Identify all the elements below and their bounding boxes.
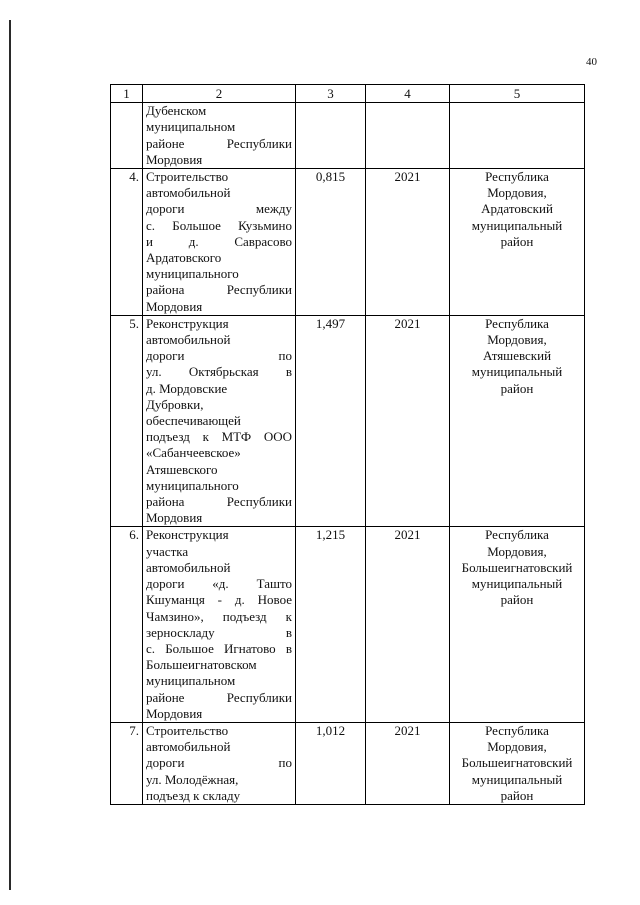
location-line: Республика bbox=[485, 722, 549, 738]
location-line: муниципальный bbox=[471, 771, 563, 787]
object-name-cell bbox=[143, 722, 296, 804]
object-name-line: Кшуманця - д. Новое bbox=[146, 592, 292, 608]
object-name-line: ул. Молодёжная, bbox=[146, 771, 239, 787]
location-line: район bbox=[500, 787, 534, 803]
object-name-line: дороги между bbox=[146, 201, 292, 217]
length-km-cell: 1,012 bbox=[296, 722, 366, 804]
object-name-line: муниципального bbox=[146, 266, 239, 282]
object-name-cell bbox=[143, 103, 296, 169]
year-cell bbox=[366, 103, 450, 169]
object-name-cell bbox=[143, 169, 296, 316]
location-line: Мордовия, bbox=[487, 543, 547, 559]
location-cell bbox=[450, 315, 585, 527]
object-name-line: автомобильной bbox=[146, 739, 231, 755]
object-name-line: Мордовия bbox=[146, 510, 203, 526]
object-name-line: дороги по bbox=[146, 755, 292, 771]
object-name-line: Атяшевского bbox=[146, 461, 218, 477]
object-name-line: обеспечивающей bbox=[146, 413, 241, 429]
object-name-line: с. Большое Кузьмино bbox=[146, 217, 292, 233]
object-name-line: муниципальном bbox=[146, 119, 236, 135]
length-km-cell: 1,497 bbox=[296, 315, 366, 527]
location-line: Мордовия, bbox=[487, 185, 547, 201]
object-name-line: Строительство bbox=[146, 722, 229, 738]
location-line: муниципальный bbox=[471, 217, 563, 233]
length-km-cell bbox=[296, 103, 366, 169]
location-line: район bbox=[500, 233, 534, 249]
table-row bbox=[111, 527, 585, 722]
left-margin-line bbox=[9, 20, 11, 890]
object-name-line: ул. Октябрьская в bbox=[146, 364, 292, 380]
location-cell bbox=[450, 169, 585, 316]
header-cell: 5 bbox=[450, 85, 585, 103]
object-name-line: Чамзино», подъезд к bbox=[146, 608, 292, 624]
object-name-line: района Республики bbox=[146, 494, 292, 510]
object-name-line: Ардатовского bbox=[146, 250, 222, 266]
table-row bbox=[111, 103, 585, 169]
object-name-line: Реконструкция bbox=[146, 315, 229, 331]
object-name-line: зерноскладу в bbox=[146, 624, 292, 640]
length-km-cell: 1,215 bbox=[296, 527, 366, 722]
object-name-line: Дубенском bbox=[146, 103, 207, 119]
object-name-line: района Республики bbox=[146, 282, 292, 298]
location-cell bbox=[450, 527, 585, 722]
object-name-line: Дубровки, bbox=[146, 396, 204, 412]
length-km-cell: 0,815 bbox=[296, 169, 366, 316]
object-name-line: подъезд к складу bbox=[146, 787, 241, 803]
object-name-line: муниципального bbox=[146, 477, 239, 493]
row-number: 4. bbox=[111, 169, 143, 316]
location-line: район bbox=[500, 592, 534, 608]
header-cell: 1 bbox=[111, 85, 143, 103]
object-name-line: автомобильной bbox=[146, 332, 231, 348]
location-line: Мордовия, bbox=[487, 332, 547, 348]
table-row bbox=[111, 722, 585, 804]
object-name-line: с. Большое Игнатово в bbox=[146, 640, 292, 656]
location-line: Мордовия, bbox=[487, 739, 547, 755]
year-cell: 2021 bbox=[366, 315, 450, 527]
object-name-line: «Сабанчеевское» bbox=[146, 445, 241, 461]
object-name-line: дороги по bbox=[146, 348, 292, 364]
location-cell bbox=[450, 722, 585, 804]
object-name-cell bbox=[143, 315, 296, 527]
object-name-line: Мордовия bbox=[146, 298, 203, 314]
object-name-line: дороги «д. Ташто bbox=[146, 576, 292, 592]
header-cell: 2 bbox=[143, 85, 296, 103]
location-line: муниципальный bbox=[471, 364, 563, 380]
location-line: Атяшевский bbox=[482, 348, 552, 364]
object-name-line: Строительство bbox=[146, 169, 229, 185]
header-row bbox=[111, 85, 585, 103]
object-name-cell bbox=[143, 527, 296, 722]
location-line: Ардатовский bbox=[481, 201, 553, 217]
object-name-line: подъезд к МТФ ООО bbox=[146, 429, 292, 445]
page-number: 40 bbox=[586, 56, 597, 68]
location-line: район bbox=[500, 380, 534, 396]
location-line: Республика bbox=[485, 527, 549, 543]
projects-table bbox=[110, 84, 585, 805]
row-number bbox=[111, 103, 143, 169]
object-name-line: районе Республики bbox=[146, 135, 292, 151]
row-number: 7. bbox=[111, 722, 143, 804]
year-cell: 2021 bbox=[366, 527, 450, 722]
year-cell: 2021 bbox=[366, 722, 450, 804]
table-body bbox=[111, 103, 585, 805]
object-name-line: д. Мордовские bbox=[146, 380, 228, 396]
table-row bbox=[111, 315, 585, 527]
object-name-line: муниципальном bbox=[146, 673, 236, 689]
location-cell bbox=[450, 103, 585, 169]
object-name-line: Мордовия bbox=[146, 705, 203, 721]
table-row bbox=[111, 169, 585, 316]
year-cell: 2021 bbox=[366, 169, 450, 316]
location-line: Большеигнатовский bbox=[461, 755, 573, 771]
object-name-line: Большеигнатовском bbox=[146, 657, 257, 673]
header-cell: 3 bbox=[296, 85, 366, 103]
header-cell: 4 bbox=[366, 85, 450, 103]
object-name-line: автомобильной bbox=[146, 185, 231, 201]
object-name-line: автомобильной bbox=[146, 559, 231, 575]
location-line: Республика bbox=[485, 169, 549, 185]
location-line: муниципальный bbox=[471, 576, 563, 592]
object-name-line: районе Республики bbox=[146, 689, 292, 705]
object-name-line: участка bbox=[146, 543, 189, 559]
location-line: Республика bbox=[485, 315, 549, 331]
object-name-line: Реконструкция bbox=[146, 527, 229, 543]
row-number: 5. bbox=[111, 315, 143, 527]
row-number: 6. bbox=[111, 527, 143, 722]
object-name-line: и д. Саврасово bbox=[146, 233, 292, 249]
object-name-line: Мордовия bbox=[146, 151, 203, 167]
location-line: Большеигнатовский bbox=[461, 559, 573, 575]
